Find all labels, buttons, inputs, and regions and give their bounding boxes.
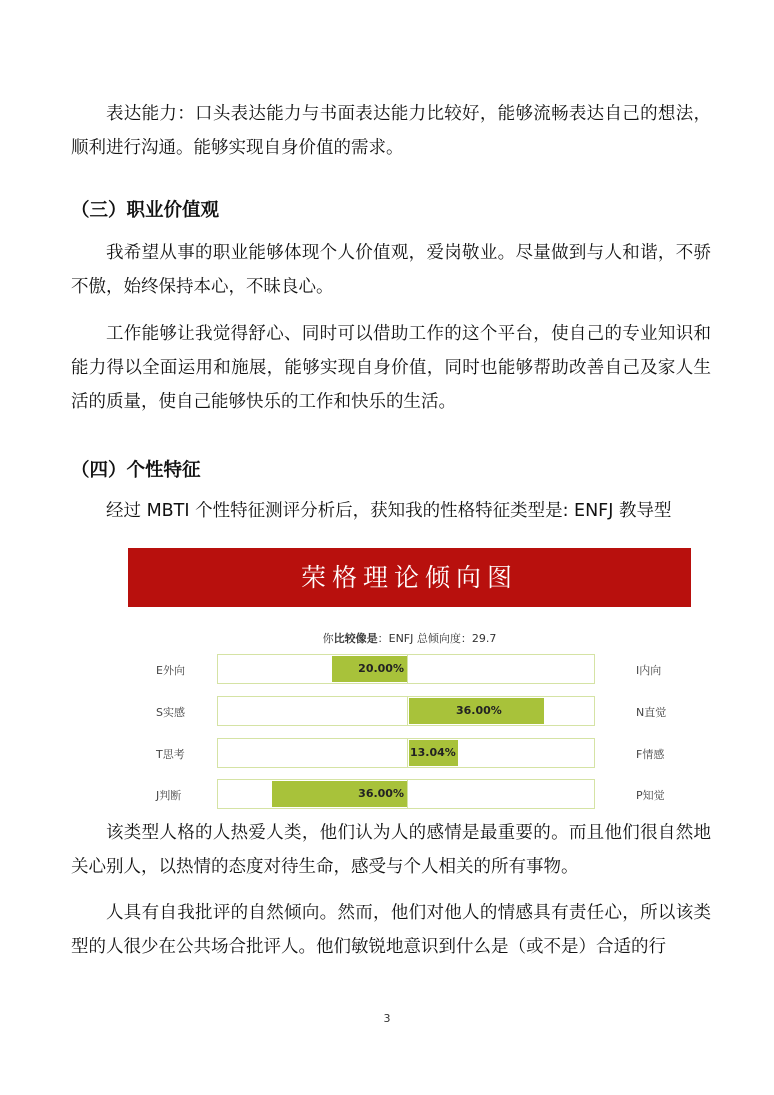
- paragraph-values-2: 工作能够让我觉得舒心、同时可以借助工作的这个平台，使自己的专业知识和能力得以全面运用和施展，能够实现自身价值，同时也能够帮助改善自己及家人生活的质量，使自己能够快乐的工作和快乐的生活。: [71, 324, 711, 412]
- trait-row: [128, 738, 691, 768]
- trait-row: [128, 696, 691, 726]
- chart-title: 荣格理论倾向图: [128, 548, 691, 607]
- trait-percent-label: 36.00%: [456, 704, 502, 717]
- section-heading-values: （三）职业价值观: [71, 200, 220, 221]
- paragraph-expression: 表达能力：口头表达能力与书面表达能力比较好，能够流畅表达自己的想法，顺利进行沟通。能够实现自身价值的需求。: [71, 104, 711, 158]
- page-number: 3: [383, 1012, 391, 1025]
- trait-right-label: P知觉: [636, 789, 665, 802]
- chart-subtitle: [128, 630, 691, 646]
- trait-left-box: [217, 696, 409, 726]
- subtitle-bold: 比较像是: [333, 632, 378, 645]
- trait-left-label: T思考: [156, 748, 185, 761]
- paragraph-values-1: 我希望从事的职业能够体现个人价值观，爱岗敬业。尽量做到与人和谐，不骄不傲，始终保持本心，不昧良心。: [71, 243, 711, 297]
- trait-right-box: [407, 696, 595, 726]
- paragraph-type-description-2: 人具有自我批评的自然倾向。然而，他们对他人的情感具有责任心，所以该类型的人很少在公共场合批评人。他们敏锐地意识到什么是（或不是）合适的行: [71, 903, 711, 957]
- trait-left-label: S实感: [156, 706, 185, 719]
- trait-right-label: N直觉: [636, 706, 667, 719]
- trait-row: [128, 779, 691, 809]
- trait-row: [128, 654, 691, 684]
- paragraph-mbti-result: 经过 MBTI 个性特征测评分析后，获知我的性格特征类型是: ENFJ 教导型: [106, 501, 672, 521]
- trait-right-label: F情感: [636, 748, 665, 761]
- subtitle-prefix: 你: [322, 632, 334, 645]
- trait-left-box: [217, 654, 409, 684]
- paragraph-type-description-1: 该类型人格的人热爱人类，他们认为人的感情是最重要的。而且他们很自然地关心别人，以热情的态度对待生命，感受与个人相关的所有事物。: [71, 823, 711, 877]
- trait-left-box: [217, 779, 409, 809]
- trait-right-box: [407, 738, 595, 768]
- trait-right-box: [407, 779, 595, 809]
- trait-left-label: E外向: [156, 664, 185, 677]
- trait-right-label: I内向: [636, 664, 662, 677]
- jung-tendency-chart: [128, 548, 691, 810]
- trait-left-label: J判断: [156, 789, 182, 802]
- trait-percent-label: 13.04%: [410, 746, 456, 759]
- trait-percent-label: 36.00%: [358, 787, 404, 800]
- subtitle-rest: ：ENFJ 总倾向度：29.7: [377, 632, 497, 645]
- trait-left-box: [217, 738, 409, 768]
- section-heading-personality: （四）个性特征: [71, 460, 201, 481]
- trait-percent-label: 20.00%: [358, 662, 404, 675]
- trait-right-box: [407, 654, 595, 684]
